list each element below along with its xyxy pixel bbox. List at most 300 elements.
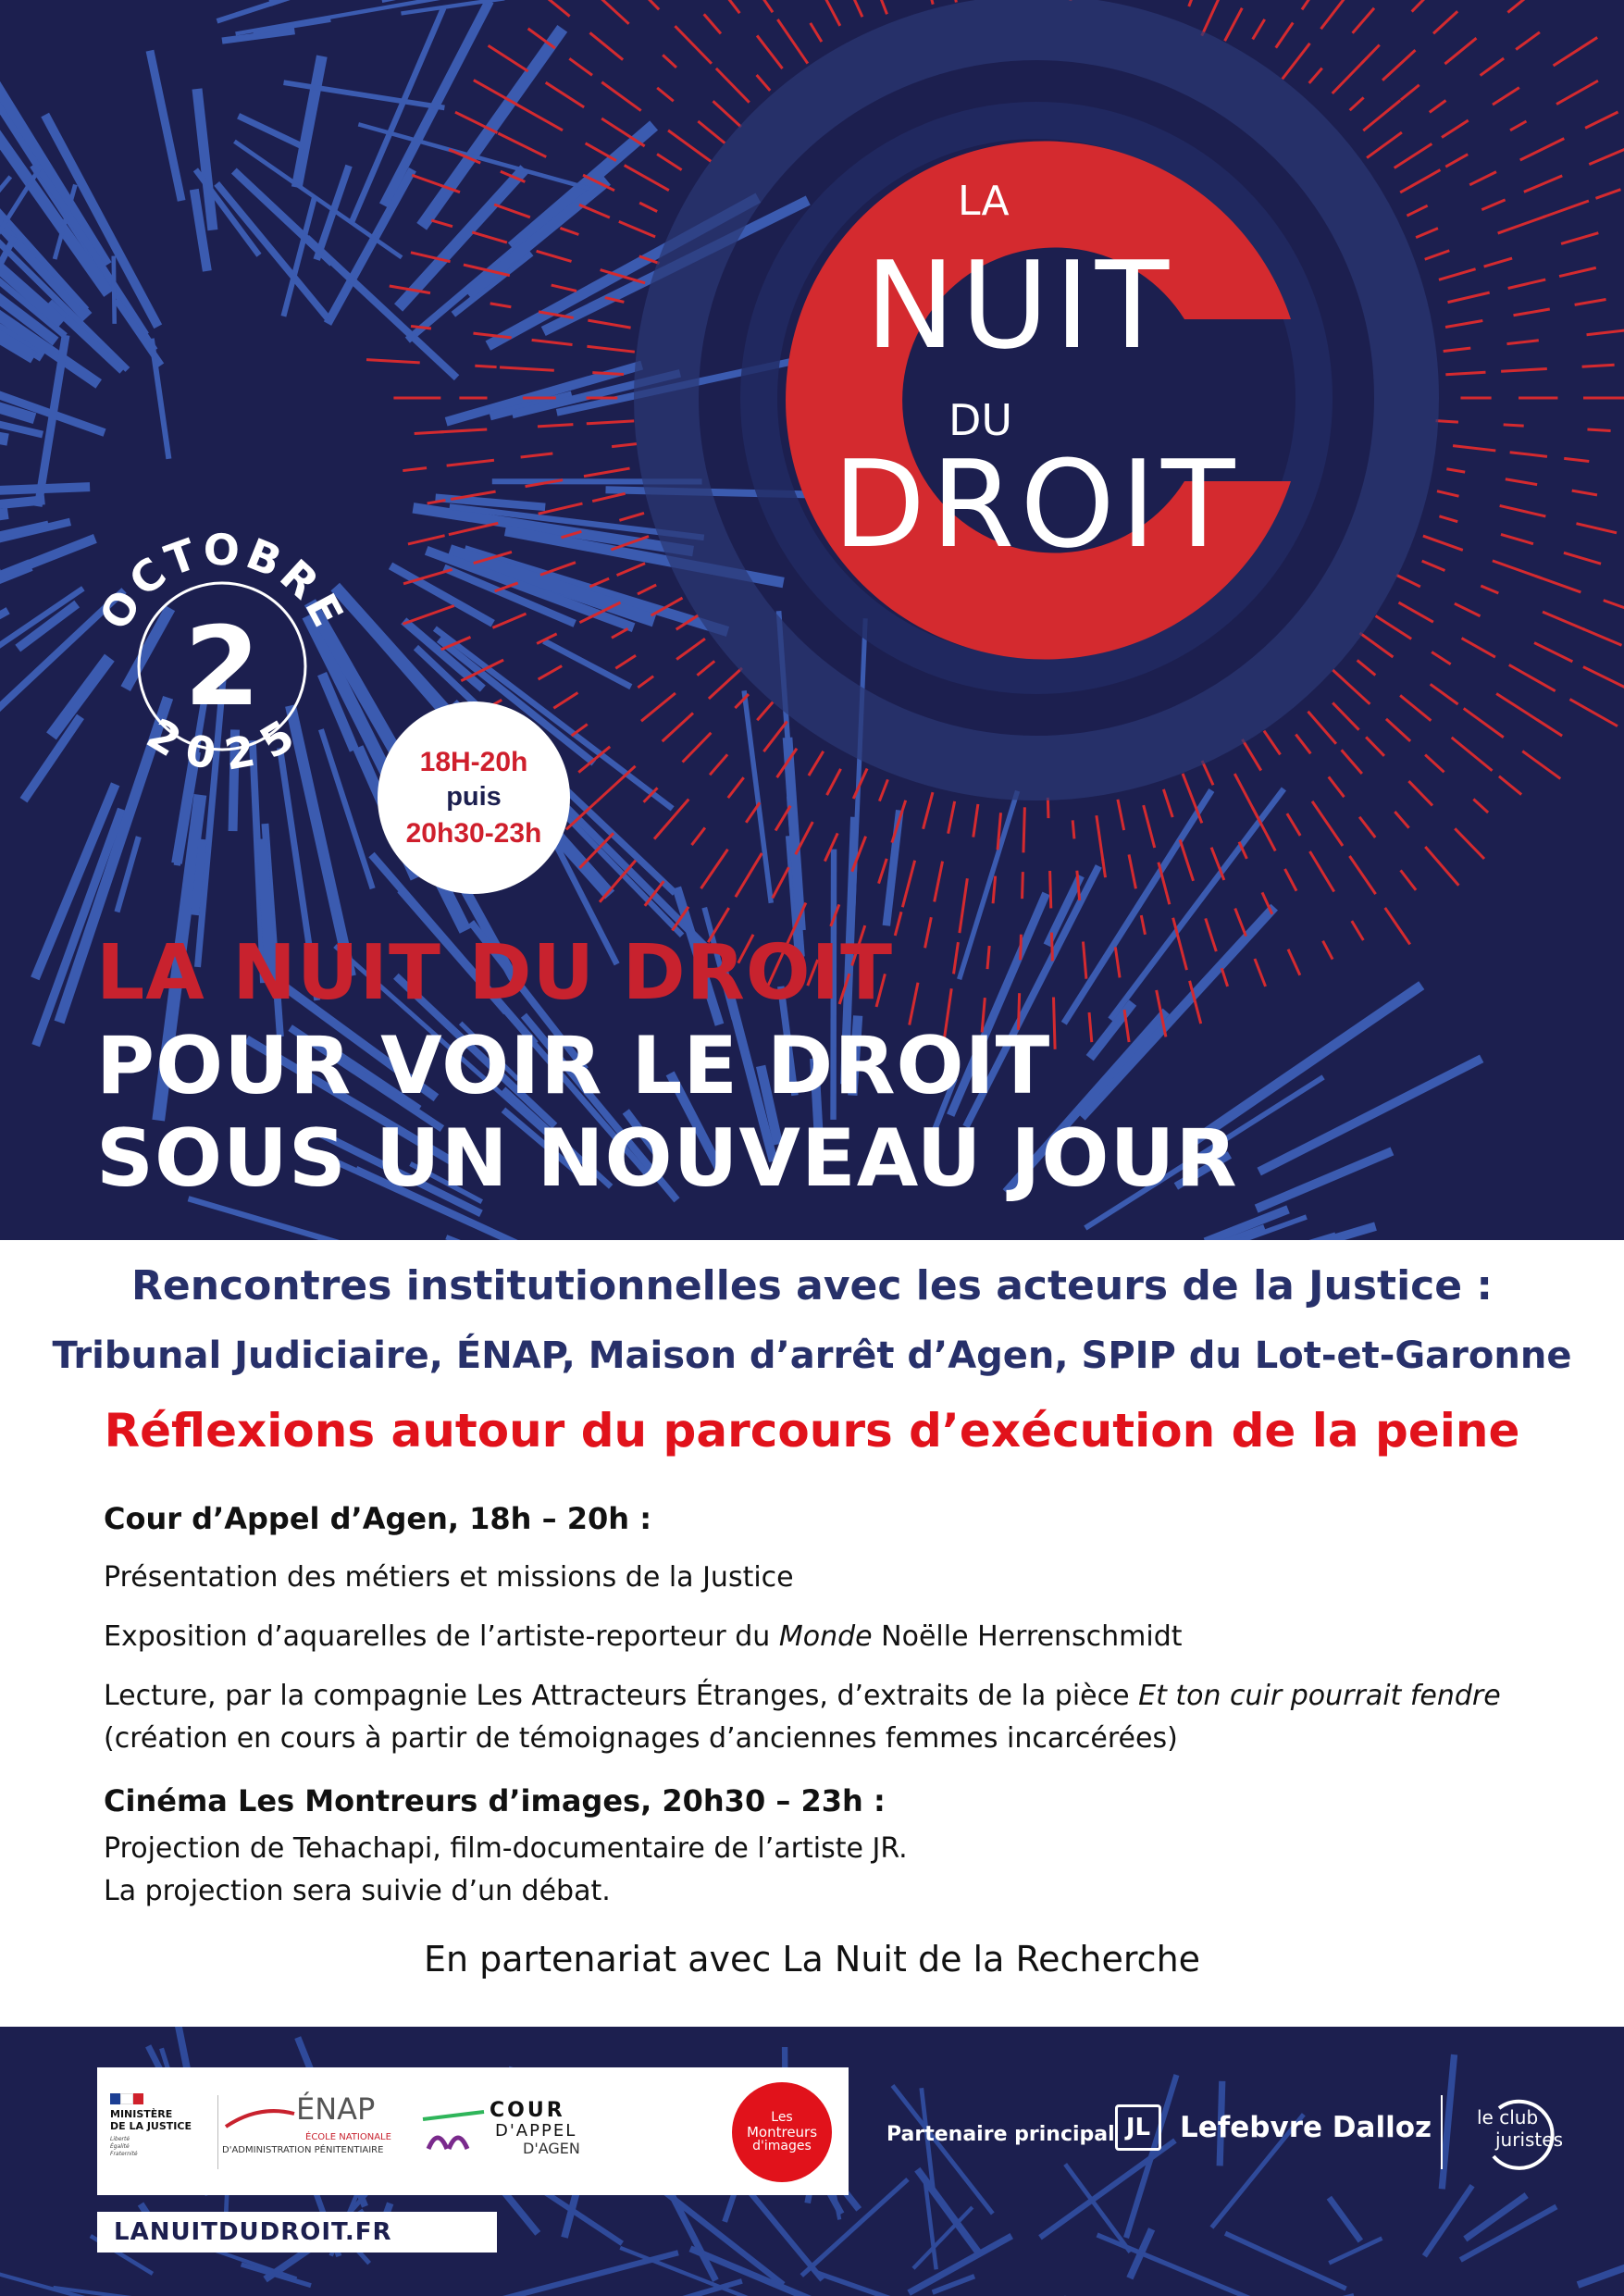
decor-red-dash (1583, 629, 1622, 646)
decor-red-dash (1595, 190, 1620, 199)
decor-red-dash (428, 501, 446, 503)
decor-red-dash (895, 912, 901, 936)
decor-red-dash (1416, 229, 1438, 238)
decor-red-dash (1445, 372, 1485, 374)
decor-red-dash (598, 0, 629, 24)
session-2-heading: Cinéma Les Montreurs d’images, 20h30 – 23h : (104, 1783, 886, 1818)
decor-red-dash (1432, 652, 1451, 664)
decor-red-dash (1320, 0, 1352, 29)
decor-red-dash (1445, 321, 1482, 328)
decor-red-dash (528, 0, 570, 17)
decor-red-dash (1141, 915, 1145, 935)
decor-red-dash (587, 421, 634, 424)
decor-red-dash (1439, 269, 1476, 280)
decor-red-dash (1221, 968, 1227, 987)
decor-red-dash (553, 692, 577, 708)
logo-la: LA (958, 178, 1010, 225)
decor-red-dash (1295, 735, 1310, 754)
decor-red-dash (1500, 505, 1546, 516)
date-month: OCTOBRE (89, 527, 355, 639)
decor-red-dash (1516, 32, 1540, 50)
decor-red-dash (1423, 536, 1463, 550)
decor-red-dash (1253, 19, 1265, 40)
decor-red-dash (1455, 603, 1481, 616)
decor-red-dash (638, 676, 653, 688)
decor-red-dash (1023, 807, 1024, 852)
decor-red-dash (1498, 217, 1545, 233)
decor-red-dash (663, 713, 693, 741)
decor-red-dash (948, 801, 955, 834)
cour-appel-logo: COUR D'APPEL D'AGEN (421, 2099, 625, 2164)
decor-ray (0, 611, 8, 743)
decor-red-dash (1510, 453, 1547, 457)
decor-red-dash (1189, 0, 1206, 6)
decor-red-dash (619, 513, 644, 520)
decor-red-dash (987, 946, 989, 969)
footer-partners (0, 2027, 1624, 2296)
decor-red-dash (1349, 856, 1375, 894)
decor-red-dash (1575, 299, 1606, 304)
decor-red-dash (1570, 700, 1618, 726)
decor-ray (544, 641, 631, 688)
decor-red-dash (1401, 870, 1417, 889)
decor-red-dash (1180, 839, 1193, 880)
decor-red-dash (447, 460, 494, 465)
decor-red-dash (1589, 144, 1624, 164)
decor-footer-ray (892, 2086, 992, 2214)
decor-footer-ray (1465, 2195, 1526, 2239)
date-badge (83, 527, 361, 805)
decor-red-dash (1309, 851, 1333, 891)
decor-red-dash (1052, 933, 1053, 962)
decor-red-dash (1129, 854, 1135, 888)
decor-red-dash (612, 628, 628, 638)
decor-red-dash (494, 205, 530, 217)
decor-red-dash (1587, 429, 1610, 430)
decor-red-dash (1425, 847, 1458, 886)
decor-red-dash (1021, 935, 1022, 961)
decor-red-dash (973, 804, 978, 838)
decor-red-dash (1206, 918, 1217, 951)
decor-red-dash (757, 35, 782, 68)
decor-red-dash (1053, 998, 1055, 1049)
decor-red-dash (612, 444, 637, 447)
main-partner-label: Partenaire principal (886, 2123, 1115, 2146)
decor-red-dash (960, 878, 967, 933)
decor-red-dash (728, 777, 744, 798)
decor-red-dash (431, 220, 452, 227)
decor-red-dash (1537, 720, 1562, 736)
logo-droit: DROIT (833, 434, 1241, 575)
session-1-item-1: Présentation des métiers et missions de la Justice (104, 1561, 794, 1594)
decor-footer-ray (500, 2253, 678, 2296)
decor-red-dash (1288, 949, 1300, 975)
decor-red-dash (668, 130, 711, 162)
logo-nuit: NUIT (865, 235, 1175, 376)
decor-red-dash (1401, 85, 1419, 100)
decor-red-dash (537, 251, 572, 261)
decor-red-dash (589, 32, 623, 59)
decor-red-dash (663, 55, 676, 68)
decor-red-dash (902, 861, 914, 908)
decor-red-dash (569, 58, 592, 75)
decor-red-dash (1235, 909, 1246, 937)
decor-red-dash (516, 105, 563, 130)
decor-footer-ray (817, 2273, 920, 2296)
decor-ray (453, 254, 531, 315)
decor-red-dash (726, 0, 739, 13)
decor-red-dash (472, 232, 507, 242)
decor-red-dash (366, 360, 420, 363)
decor-red-dash (1202, 761, 1213, 785)
partnership-note: En partenariat avec La Nuit de la Recherche (423, 1939, 1201, 1980)
decor-red-dash (1323, 941, 1333, 960)
session-1-heading: Cour d’Appel d’Agen, 18h – 20h : (104, 1501, 651, 1536)
decor-red-dash (1473, 800, 1488, 813)
session-2 (104, 1780, 1556, 1913)
decor-red-dash (1276, 23, 1294, 48)
decor-red-dash (540, 563, 576, 576)
decor-red-dash (1501, 534, 1533, 543)
decor-red-dash (1439, 516, 1457, 522)
decor-red-dash (415, 432, 444, 434)
decor-red-dash (1543, 612, 1585, 629)
cour-appel-arch-icon (421, 2108, 486, 2154)
session-1 (104, 1497, 1556, 1760)
decor-red-dash (1382, 50, 1416, 81)
decor-red-dash (1412, 0, 1441, 12)
website-link[interactable]: LANUITDUDROIT.FR (97, 2212, 497, 2253)
decor-red-dash (697, 661, 714, 675)
decor-footer-ray (1329, 2239, 1382, 2264)
decor-ray (0, 539, 95, 671)
headline-title: LA NUIT DU DROIT (96, 929, 894, 1017)
decor-red-dash (579, 205, 610, 217)
session-1-item-3: Lecture, par la compagnie Les Attracteurs Étranges, d’extraits de la pièce Et ton cuir pourrait fendre (création en cours à partir de témoignages d’anciennes femmes incarcérées) (104, 1680, 1501, 1755)
decor-red-dash (713, 101, 741, 127)
decor-ray (150, 51, 181, 201)
decor-red-dash (657, 155, 682, 170)
decor-red-dash (1359, 817, 1375, 838)
partner-logos-box: MINISTÈRE DE LA JUSTICE Liberté Égalité Fraternité ÉNAP ÉCOLE NATIONALE D'ADMINISTRATION PÉNITENTIAIRE COUR D'APPEL D'AGEN Les Montreurs d'images (97, 2067, 849, 2195)
decor-red-dash (1582, 365, 1615, 366)
decor-red-dash (1400, 170, 1440, 192)
decor-red-dash (710, 754, 727, 775)
lefebvre-dalloz-logo (1115, 2101, 1432, 2154)
decor-red-dash (619, 221, 655, 237)
decor-red-dash (498, 133, 546, 157)
decor-red-dash (1395, 143, 1432, 168)
french-flag-icon (110, 2093, 143, 2104)
decor-footer-ray (1225, 2233, 1346, 2289)
decor-red-dash (1554, 37, 1598, 66)
institutions-list: Tribunal Judiciaire, ÉNAP, Maison d’arrêt d’Agen, SPIP du Lot-et-Garonne (52, 1334, 1572, 1377)
decor-red-dash (1312, 801, 1343, 846)
decor-red-dash (625, 166, 669, 191)
decor-red-dash (1308, 712, 1336, 744)
decor-ray (114, 256, 115, 324)
decor-red-dash (1510, 121, 1526, 130)
decor-red-dash (1077, 871, 1080, 900)
session-1-item-2: Exposition d’aquarelles de l’artiste-reporteur du Monde Noëlle Herrenschmidt (104, 1620, 1183, 1653)
decor-ray (297, 56, 322, 188)
date-year: 2025 (138, 708, 306, 780)
decor-red-dash (1425, 251, 1450, 259)
decor-red-dash (1103, 859, 1106, 878)
decor-red-dash (1376, 616, 1412, 639)
decor-red-dash (1559, 267, 1596, 276)
decor-red-dash (587, 346, 634, 352)
logo-du: DU (948, 395, 1013, 445)
decor-red-dash (691, 827, 704, 845)
decor-ray (1064, 790, 1212, 1024)
decor-red-dash (532, 340, 573, 344)
decor-red-dash (924, 0, 933, 5)
decor-red-dash (1144, 805, 1155, 848)
decor-red-dash (935, 862, 943, 902)
decor-red-dash (1353, 8, 1374, 33)
decor-red-dash (1481, 58, 1505, 76)
decor-red-dash (589, 578, 609, 587)
decor-red-dash (704, 14, 721, 33)
decor-red-dash (1535, 576, 1581, 592)
headline-line-3: SOUS UN NOUVEAU JOUR (96, 1112, 1238, 1205)
decor-red-dash (657, 88, 674, 101)
decor-red-dash (757, 75, 771, 91)
decor-footer-ray (1442, 2054, 1454, 2189)
decor-red-dash (1050, 871, 1051, 908)
decor-red-dash (1543, 201, 1589, 217)
lefebvre-name: Lefebvre Dalloz (1180, 2111, 1432, 2144)
decor-red-dash (586, 143, 616, 161)
decor-red-dash (698, 121, 725, 143)
decor-red-dash (1583, 667, 1624, 688)
decor-red-dash (1430, 101, 1446, 113)
decor-red-dash (1242, 739, 1260, 771)
decor-red-dash (1444, 348, 1471, 351)
decor-red-dash (449, 523, 498, 534)
decor-red-dash (844, 0, 862, 17)
decor-red-dash (879, 779, 887, 800)
decor-red-dash (1508, 279, 1546, 288)
decor-red-dash (1163, 789, 1172, 817)
decor-red-dash (709, 668, 742, 699)
decor-red-dash (1513, 309, 1549, 316)
decor-red-dash (1333, 670, 1370, 704)
decor-red-dash (1501, 368, 1547, 371)
decor-red-dash (1444, 38, 1476, 64)
decor-red-dash (869, 0, 887, 14)
decor-ray (217, 0, 325, 21)
decor-ray (0, 514, 8, 524)
decor-red-dash (1437, 491, 1459, 496)
decor-red-dash (993, 876, 996, 904)
program-content (0, 1240, 1624, 2027)
decor-footer-ray (1578, 2252, 1624, 2285)
decor-red-dash (1464, 708, 1504, 737)
decor-red-dash (490, 304, 512, 307)
decor-red-dash (1361, 45, 1380, 64)
decor-ray (316, 166, 349, 260)
decor-red-dash (879, 859, 887, 884)
time-bubble (378, 701, 570, 894)
decor-red-dash (1264, 731, 1281, 755)
decor-red-dash (1507, 0, 1528, 12)
decor-red-dash (1556, 81, 1598, 104)
decor-red-dash (1342, 750, 1362, 774)
club-juristes-logo: le club juristes (1471, 2091, 1573, 2175)
decor-red-dash (1493, 561, 1542, 578)
decor-red-dash (1097, 815, 1103, 863)
decor-red-dash (1367, 132, 1402, 157)
decor-footer-ray (1329, 2198, 1360, 2241)
decor-red-dash (948, 0, 957, 3)
decor-footer-ray (1424, 2186, 1472, 2256)
decor-red-dash (1395, 812, 1408, 828)
decor-red-dash (1202, 0, 1221, 36)
decor-red-dash (584, 468, 630, 477)
decor-red-dash (924, 792, 933, 829)
decor-red-dash (954, 942, 959, 974)
decor-footer-ray (1126, 2075, 1176, 2238)
decor-red-dash (572, 725, 588, 736)
decor-red-dash (617, 564, 646, 576)
decor-red-dash (1399, 602, 1433, 622)
decor-red-dash (1455, 828, 1484, 859)
time-then: puis (446, 782, 502, 813)
decor-red-dash (1115, 947, 1120, 977)
decor-red-dash (560, 228, 578, 234)
decor-red-dash (1587, 329, 1624, 335)
decor-red-dash (1524, 176, 1562, 192)
decor-red-dash (676, 639, 705, 659)
decor-red-dash (1576, 524, 1617, 533)
decor-ray (787, 738, 801, 930)
decor-red-dash (773, 867, 789, 898)
decor-red-dash (1534, 643, 1572, 662)
decor-red-dash (1462, 639, 1495, 658)
decor-red-dash (1255, 959, 1266, 987)
decor-red-dash (1408, 781, 1432, 805)
decor-red-dash (1446, 469, 1465, 472)
decor-ray (744, 690, 771, 902)
decor-red-dash (1572, 490, 1597, 495)
decor-red-dash (1561, 233, 1598, 244)
decor-red-dash (1083, 942, 1085, 979)
decor-red-dash (811, 23, 822, 42)
decor-red-dash (1564, 458, 1589, 461)
decor-red-dash (736, 853, 762, 897)
decor-red-dash (641, 693, 676, 721)
decor-red-dash (761, 0, 773, 12)
decor-red-dash (1506, 479, 1537, 485)
decor-red-dash (1509, 664, 1556, 690)
decor-red-dash (639, 203, 657, 211)
ministere-logo: MINISTÈRE DE LA JUSTICE Liberté Égalité Fraternité (110, 2093, 214, 2158)
decor-red-dash (1564, 552, 1601, 564)
decor-red-dash (809, 751, 824, 776)
decor-red-dash (1448, 292, 1490, 303)
decor-red-dash (1425, 755, 1444, 773)
decor-red-dash (492, 614, 526, 627)
decor-red-dash (1422, 561, 1445, 570)
decor-red-dash (910, 983, 918, 1025)
enap-swoosh-icon (222, 2095, 296, 2132)
decor-red-dash (1506, 341, 1538, 344)
decor-red-dash (701, 850, 728, 888)
lefebvre-mark-icon: JL (1115, 2104, 1161, 2151)
decor-red-dash (1453, 446, 1495, 451)
decor-ray (399, 168, 525, 307)
decor-red-dash (1283, 43, 1310, 80)
decor-red-dash (1436, 421, 1458, 422)
decor-red-dash (1604, 601, 1624, 614)
decor-red-dash (1072, 820, 1074, 838)
decor-red-dash (1585, 112, 1618, 128)
date-day: 2 (183, 602, 261, 730)
decor-red-dash (489, 45, 528, 71)
decor-red-dash (1352, 921, 1364, 940)
decor-red-dash (1366, 737, 1384, 755)
decor-red-dash (403, 605, 453, 624)
decor-red-dash (597, 766, 636, 801)
intro-heading: Rencontres institutionnelles avec les acteurs de la Justice : (131, 1262, 1493, 1309)
decor-red-dash (1309, 68, 1322, 83)
decor-red-dash (1499, 776, 1521, 795)
decor-red-dash (1359, 633, 1393, 657)
decor-red-dash (1225, 8, 1243, 41)
decor-red-dash (1118, 800, 1124, 830)
decor-red-dash (1496, 693, 1537, 719)
decor-red-dash (1469, 172, 1496, 185)
decor-red-dash (1433, 11, 1457, 33)
decor-red-dash (1329, 776, 1345, 797)
decor-red-dash (539, 666, 563, 679)
footer-divider (1441, 2095, 1443, 2169)
decor-red-dash (538, 425, 573, 427)
decor-ray (239, 116, 304, 147)
decor-red-dash (757, 702, 773, 721)
decor-red-dash (1442, 120, 1469, 137)
decor-red-dash (546, 82, 584, 107)
decor-red-dash (615, 655, 636, 668)
decor-red-dash (601, 82, 640, 111)
decor-red-dash (588, 320, 630, 328)
decor-red-dash (1302, 0, 1321, 9)
decor-red-dash (1522, 751, 1560, 779)
decor-red-dash (1493, 88, 1519, 105)
decor-red-dash (1431, 684, 1458, 704)
decor-red-dash (1407, 205, 1427, 216)
decor-red-dash (683, 733, 712, 763)
decor-red-dash (827, 769, 841, 795)
decor-red-dash (1089, 1012, 1092, 1042)
decor-red-dash (592, 493, 625, 501)
decor-red-dash (925, 917, 932, 948)
decor-red-dash (1363, 100, 1400, 130)
decor-red-dash (1452, 738, 1493, 771)
decor-red-dash (1333, 702, 1358, 729)
session-2-line-2: La projection sera suivie d’un débat. (104, 1875, 611, 1907)
decor-red-dash (1481, 586, 1498, 593)
decor-red-dash (1285, 869, 1297, 891)
decor-red-dash (592, 373, 624, 375)
decor-ray (270, 0, 478, 3)
decor-red-dash (408, 536, 445, 544)
decor-red-dash (777, 19, 807, 64)
decor-red-dash (1385, 908, 1410, 944)
time-second: 20h30-23h (405, 817, 542, 849)
